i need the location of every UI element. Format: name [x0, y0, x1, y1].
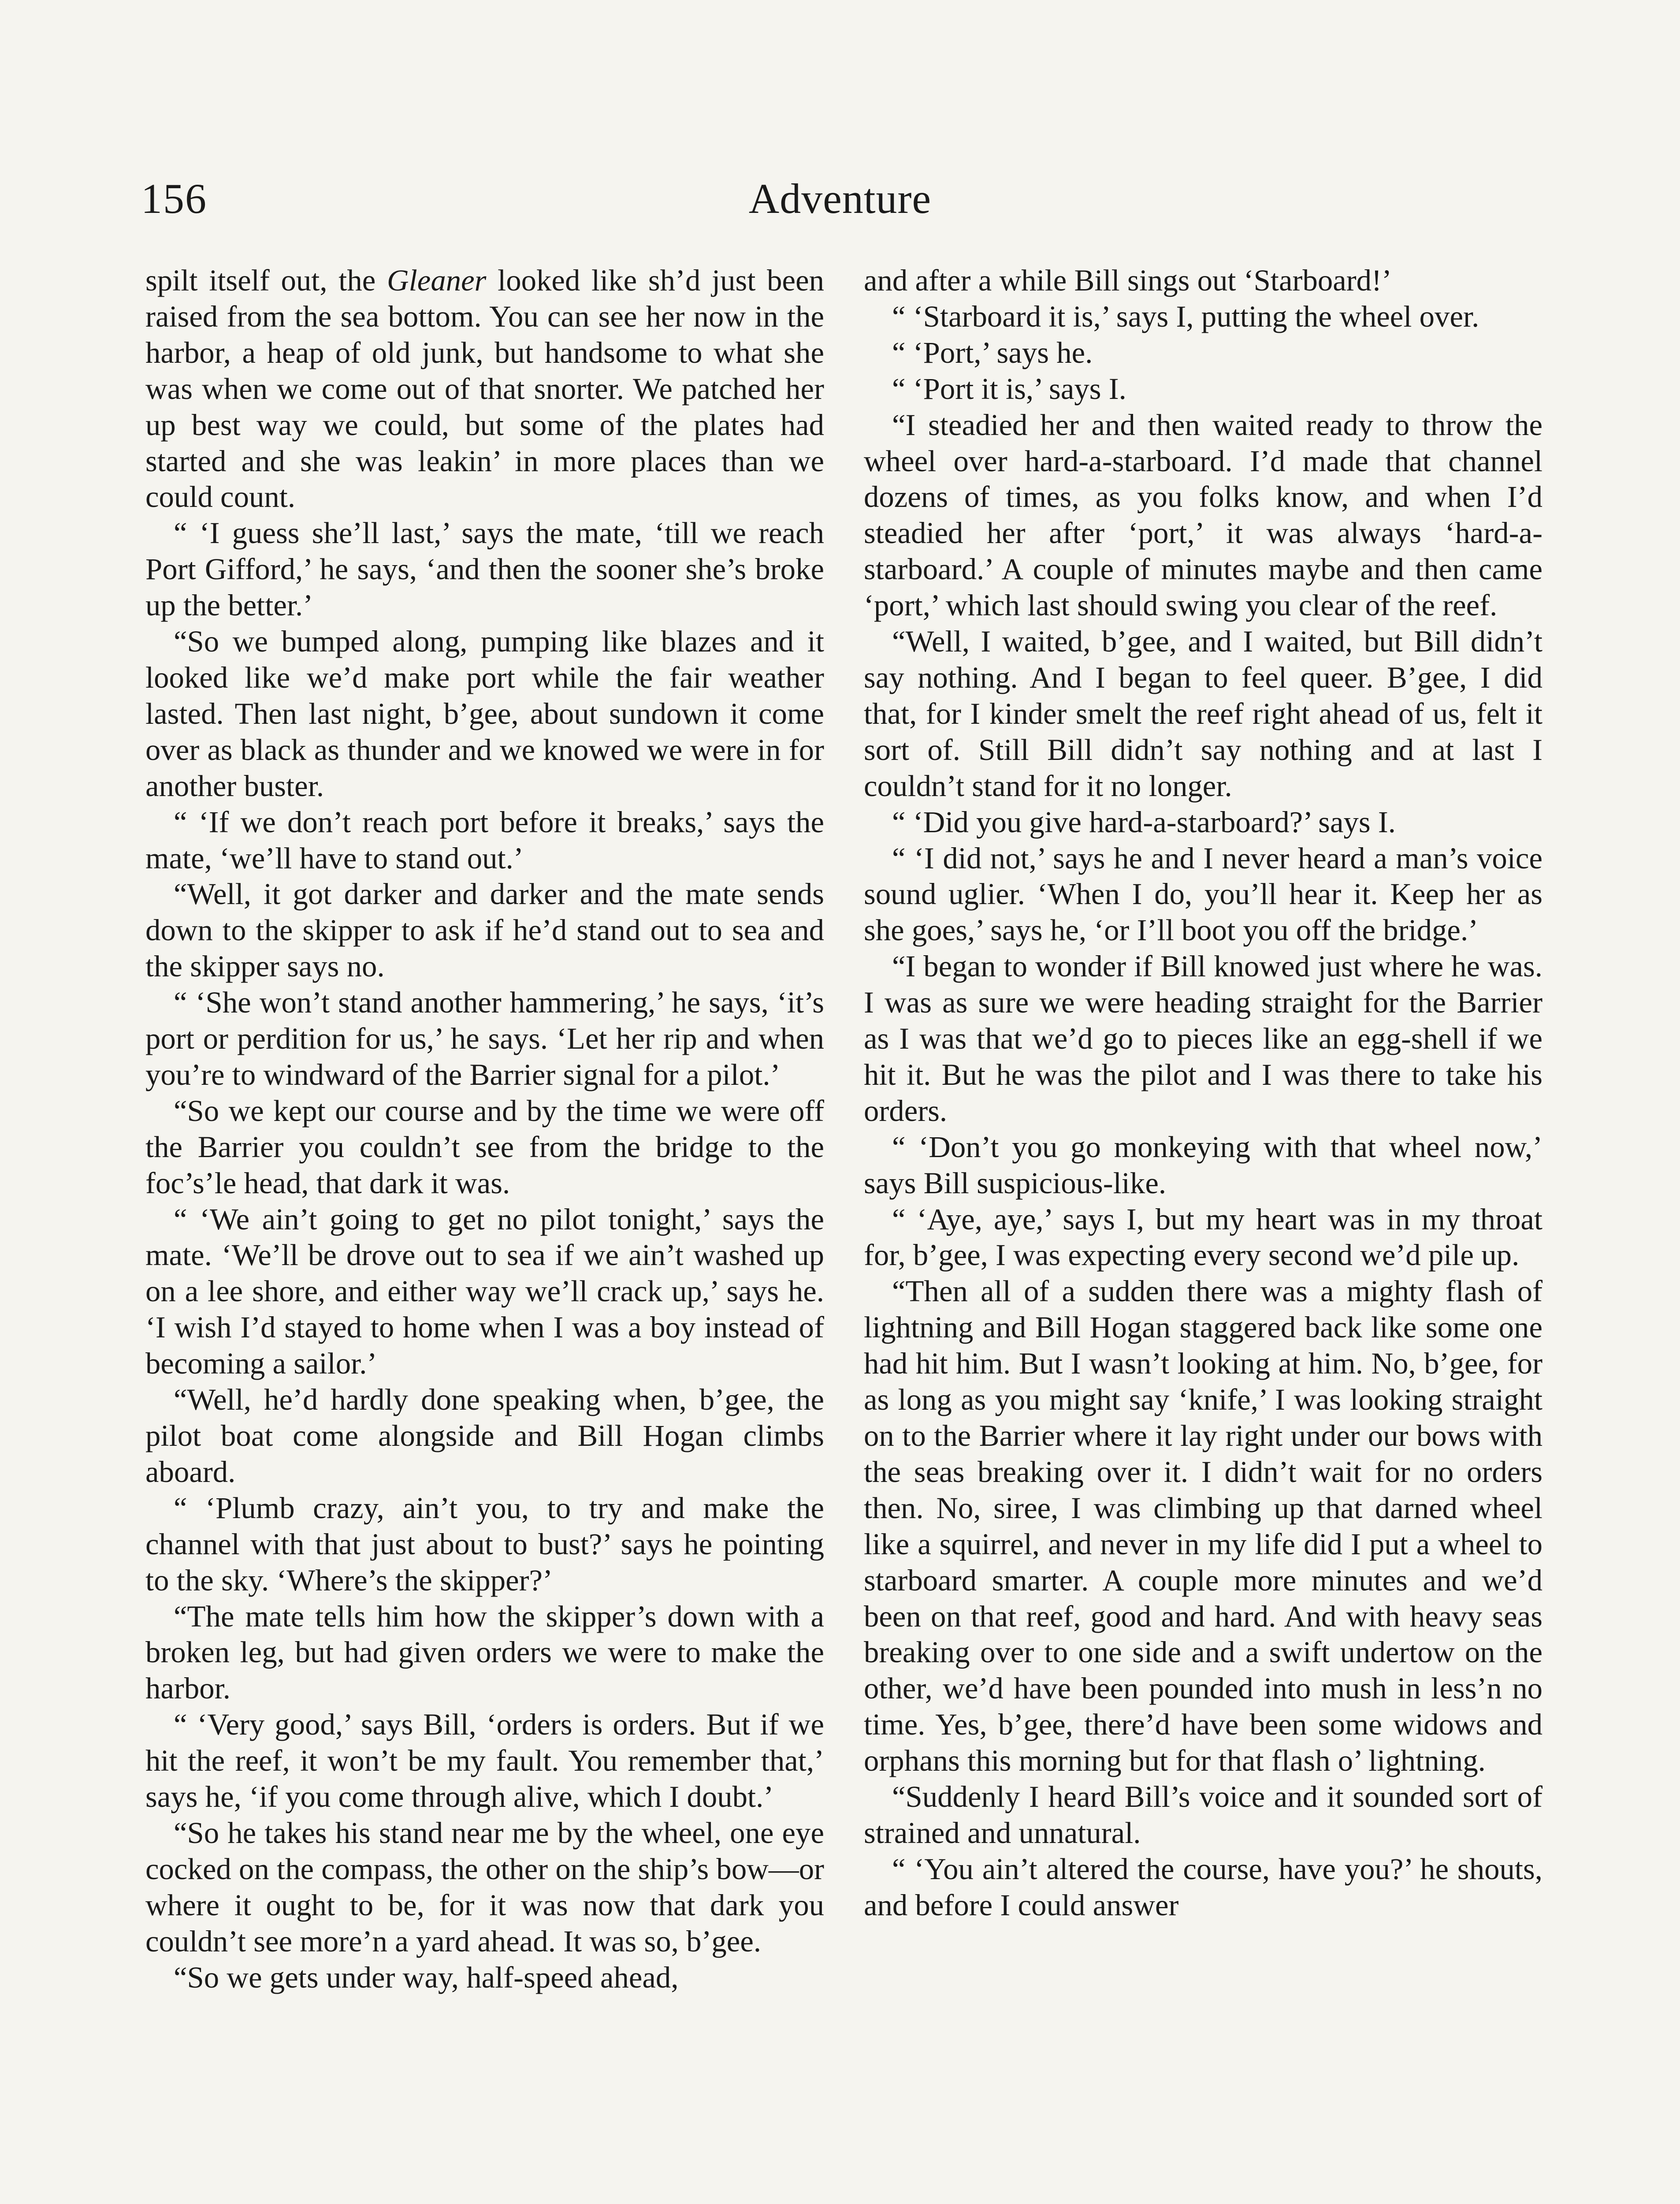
paragraph: “ ‘Port,’ says he. — [892, 335, 1093, 369]
paragraph: “ ‘If we don’t reach port before it breaks,’ says the mate, ‘we’ll have to stand out.’ — [145, 805, 824, 875]
paragraph: “ ‘Aye, aye,’ says I, but my heart was in my throat for, b’gee, I was expecting every second we’d pile up. — [864, 1202, 1542, 1272]
paragraph: “ ‘I did not,’ says he and I never heard a man’s voice sound uglier. ‘When I do, you’ll hear it. Keep her as she goes,’ says he, ‘or I’ll boot you off the bridge.’ — [864, 841, 1542, 947]
paragraph: “So he takes his stand near me by the wheel, one eye cocked on the compass, the other on the ship’s bow—or where it ought to be, for it was now that dark you couldn’t see more’n a yard ahead. It was so, b’gee. — [145, 1816, 824, 1958]
paragraph: “So we gets under way, half-speed ahead, — [174, 1960, 679, 1994]
paragraph: “ ‘I guess she’ll last,’ says the mate, ‘till we reach Port Gifford,’ he says, ‘and then the sooner she’s broke up the better.’ — [145, 516, 824, 622]
paragraph: “ ‘Starboard it is,’ says I, putting the wheel over. — [892, 299, 1479, 333]
paragraph: “ ‘Don’t you go monkeying with that wheel now,’ says Bill suspicious-like. — [864, 1130, 1542, 1200]
page-number: 156 — [141, 175, 207, 222]
paragraph-text: spilt itself out, the — [145, 264, 387, 297]
paragraph: “ ‘Plumb crazy, ain’t you, to try and make the channel with that just about to bust?’ says he pointing to the sky. ‘Where’s the skipper?’ — [145, 1491, 824, 1597]
paragraph: “ ‘She won’t stand another hammering,’ he says, ‘it’s port or perdition for us,’ he says. ‘Let her rip and when you’re to windward of the Barrier signal for a pilot.’ — [145, 986, 824, 1091]
text-column-left — [145, 263, 824, 1996]
ship-name: Gleaner — [387, 264, 487, 297]
paragraph: “Well, he’d hardly done speaking when, b’gee, the pilot boat come alongside and Bill Hogan climbs aboard. — [145, 1383, 824, 1489]
paragraph: “I steadied her and then waited ready to throw the wheel over hard-a-starboard. I’d made that channel dozens of times, as you folks know, and when I’d steadied her after ‘port,’ it was always ‘hard-a-starboard.’ A couple of minutes maybe and then came ‘port,’ which last should swing you clear of the reef. — [864, 408, 1542, 622]
paragraph — [145, 263, 824, 515]
paragraph: and after a while Bill sings out ‘Starboard!’ — [864, 264, 1392, 297]
paragraph: “The mate tells him how the skipper’s down with a broken leg, but had given orders we were to make the harbor. — [145, 1599, 824, 1705]
paragraph-text: looked like sh’d just been raised from the sea bottom. You can see her now in the harbor, a heap of old junk, but handsome to what she was when we come out of that snorter. We patched her up best way we could, but some of the plates had started and she was leakin’ in more places than we could count. — [145, 264, 825, 514]
paragraph: “ ‘Port it is,’ says I. — [892, 372, 1126, 406]
paragraph: “ ‘You ain’t altered the course, have you?’ he shouts, and before I could answer — [864, 1852, 1542, 1922]
paragraph: “Suddenly I heard Bill’s voice and it sounded sort of strained and unnatural. — [864, 1780, 1542, 1850]
paragraph: “ ‘We ain’t going to get no pilot tonight,’ says the mate. ‘We’ll be drove out to sea if we ain’t washed up on a lee shore, and either way we’ll crack up,’ says he. ‘I wish I’d stayed to home when I was a boy instead of becoming a sailor.’ — [145, 1202, 824, 1381]
running-title: Adventure — [748, 175, 932, 222]
paragraph: “ ‘Did you give hard-a-starboard?’ says I. — [892, 805, 1396, 839]
page-header — [141, 170, 1539, 236]
paragraph: “Well, it got darker and darker and the mate sends down to the skipper to ask if he’d stand out to sea and the skipper says no. — [145, 877, 824, 983]
paragraph: “Well, I waited, b’gee, and I waited, but Bill didn’t say nothing. And I began to feel queer. B’gee, I did that, for I kinder smelt the reef right ahead of us, felt it sort of. Still Bill didn’t say nothing and at last I couldn’t stand for it no longer. — [864, 625, 1542, 803]
paragraph: “Then all of a sudden there was a mighty flash of lightning and Bill Hogan staggered back like some one had hit him. But I wasn’t looking at him. No, b’gee, for as long as you might say ‘knife,’ I was looking straight on to the Barrier where it lay right under our bows with the seas breaking over it. I didn’t wait for no orders then. No, siree, I was climbing up that darned wheel like a squirrel, and never in my life did I put a wheel to starboard smarter. A couple more minutes and we’d been on that reef, good and hard. And with heavy seas breaking over to one side and a swift undertow on the other, we’d have been pounded into mush in less’n no time. Yes, b’gee, there’d have been some widows and orphans this morning but for that flash o’ lightning. — [864, 1274, 1542, 1778]
paragraph: “ ‘Very good,’ says Bill, ‘orders is orders. But if we hit the reef, it won’t be my fault. You remember that,’ says he, ‘if you come through alive, which I doubt.’ — [145, 1708, 824, 1814]
text-column-right — [864, 263, 1542, 1924]
paragraph: “I began to wonder if Bill knowed just where he was. I was as sure we were heading straight for the Barrier as I was that we’d go to pieces like an egg-shell if we hit it. But he was the pilot and I was there to take his orders. — [864, 949, 1542, 1128]
paragraph: “So we kept our course and by the time we were off the Barrier you couldn’t see from the bridge to the foc’s’le head, that dark it was. — [145, 1094, 824, 1200]
paragraph: “So we bumped along, pumping like blazes and it looked like we’d make port while the fair weather lasted. Then last night, b’gee, about sundown it come over as black as thunder and we knowed we were in for another buster. — [145, 625, 824, 803]
